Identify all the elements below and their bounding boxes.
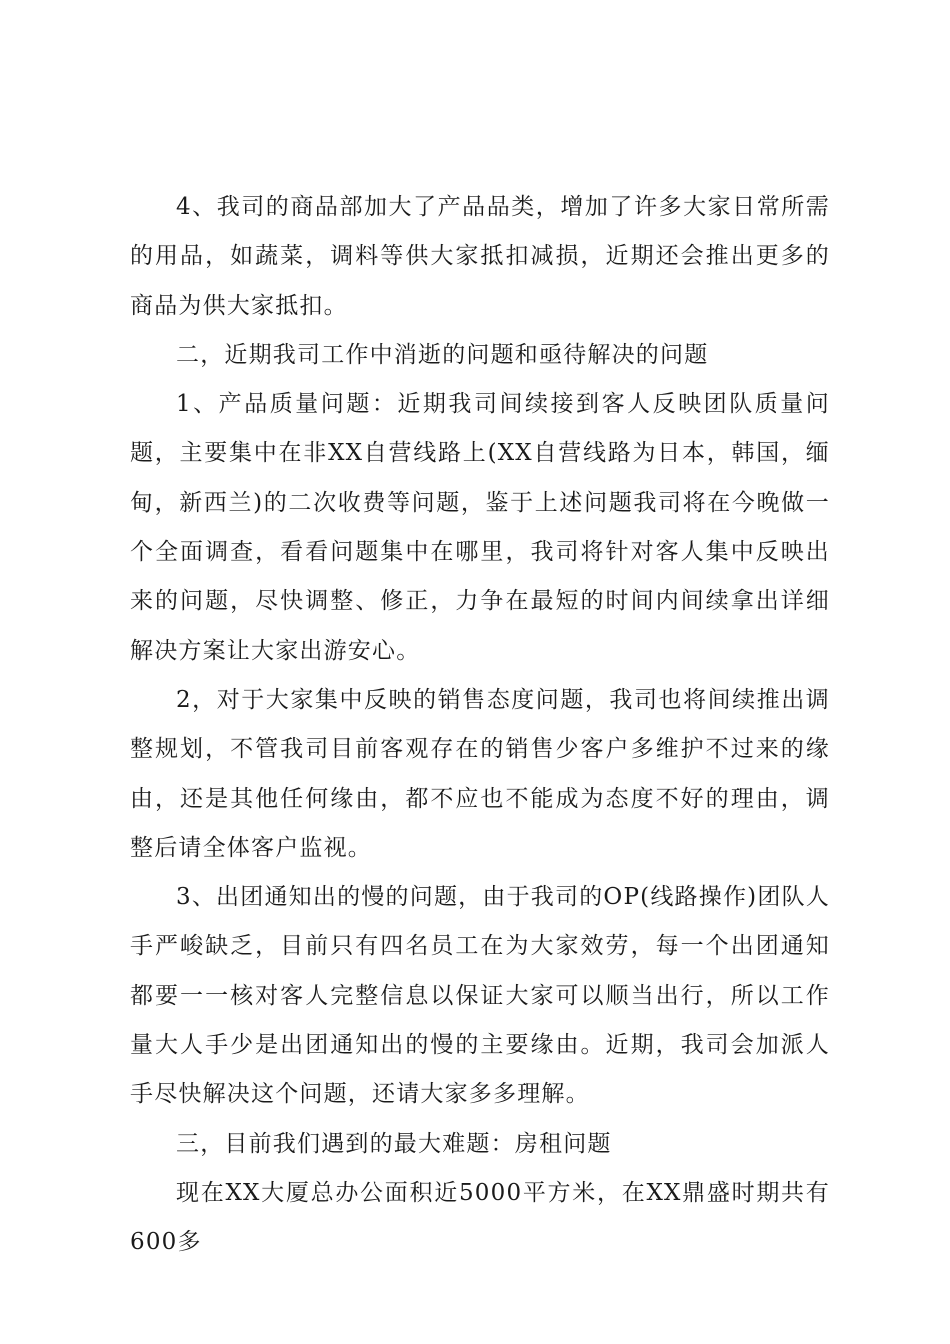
paragraph-sales-attitude: 2，对于大家集中反映的销售态度问题，我司也将间续推出调整规划，不管我司目前客观存在的销售少客户多维护不过来的缘由，还是其他任何缘由，都不应也不能成为态度不好的理由，调整后请全体客户监视。 — [130, 686, 830, 861]
section-heading-3: 三，目前我们遇到的最大难题：房租问题 — [176, 1130, 612, 1157]
document-body — [130, 183, 830, 1268]
paragraph-office-area: 现在XX大厦总办公面积近5000平方米，在XX鼎盛时期共有600多 — [130, 1179, 830, 1256]
paragraph-quality-issue: 1、产品质量问题：近期我司间续接到客人反映团队质量问题，主要集中在非XX自营线路上(XX自营线路为日本，韩国，缅甸，新西兰)的二次收费等问题，鉴于上述问题我司将在今晚做一个全面调查，看看问题集中在哪里，我司将针对客人集中反映出来的问题，尽快调整、修正，力争在最短的时间内间续拿出详细解决方案让大家出游安心。 — [130, 391, 830, 664]
section-heading-2: 二，近期我司工作中消逝的问题和亟待解决的问题 — [176, 341, 709, 368]
paragraph-tour-notice: 3、出团通知出的慢的问题，由于我司的OP(线路操作)团队人手严峻缺乏，目前只有四名员工在为大家效劳，每一个出团通知都要一一核对客人完整信息以保证大家可以顺当出行，所以工作量大人手少是出团通知出的慢的主要缘由。近期，我司会加派人手尽快解决这个问题，还请大家多多理解。 — [130, 884, 830, 1108]
paragraph-item-4: 4、我司的商品部加大了产品品类，增加了许多大家日常所需的用品，如蔬菜，调料等供大家抵扣减损，近期还会推出更多的商品为供大家抵扣。 — [130, 194, 830, 319]
